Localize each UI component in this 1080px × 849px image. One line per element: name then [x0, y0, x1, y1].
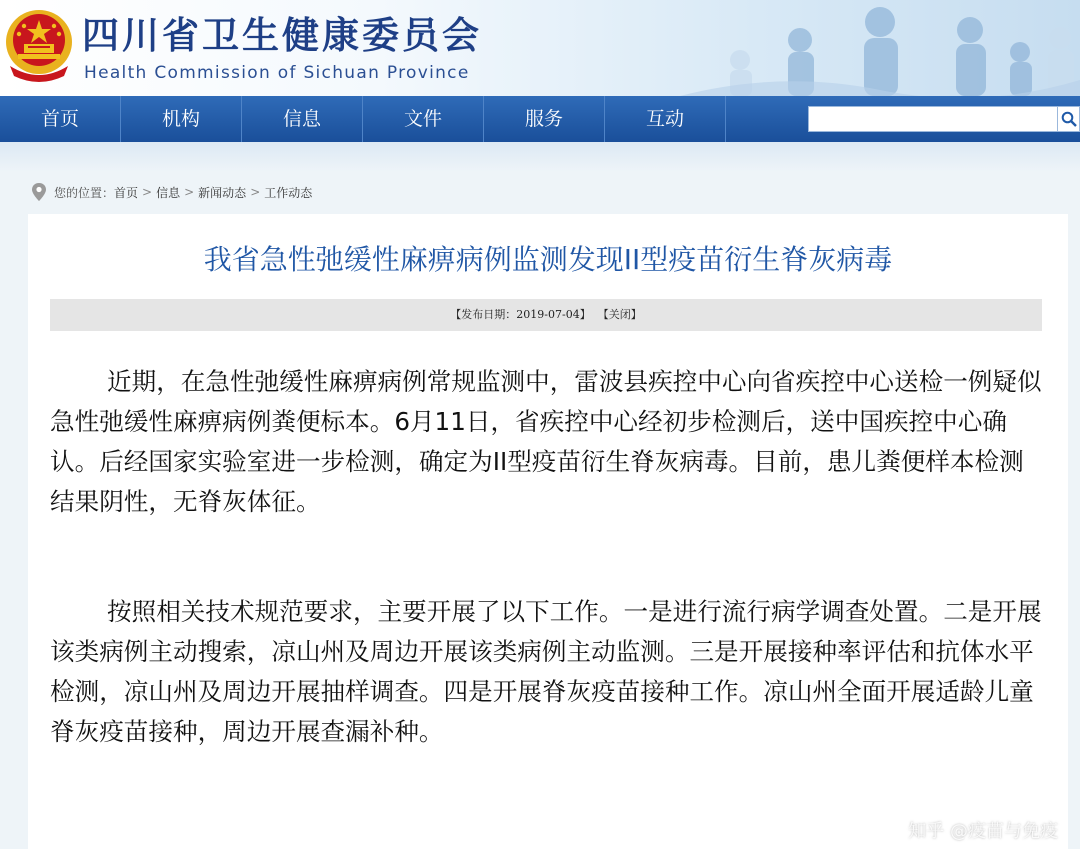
national-emblem-icon [2, 6, 76, 84]
publish-date-prefix: 【发布日期： [450, 308, 517, 321]
article-meta-bar [50, 299, 1042, 331]
breadcrumb-information[interactable]: 信息 [156, 185, 181, 200]
nav-item-documents[interactable]: 文件 [363, 96, 484, 142]
search-button[interactable] [1058, 106, 1080, 132]
breadcrumb [30, 180, 312, 204]
search-input[interactable] [808, 106, 1058, 132]
nav-item-home[interactable]: 首页 [0, 96, 121, 142]
breadcrumb-work-news[interactable]: 工作动态 [264, 185, 313, 200]
breadcrumb-separator: > [250, 185, 261, 199]
nav-item-information[interactable]: 信息 [242, 96, 363, 142]
publish-date: 2019-07-04 [516, 308, 580, 321]
site-subtitle: Health Commission of Sichuan Province [84, 63, 470, 83]
location-pin-icon [30, 182, 48, 202]
publish-date-suffix: 】 [579, 308, 591, 321]
paragraph-text: 按照相关技术规范要求，主要开展了以下工作。一是进行流行病学调查处置。二是开展该类病例主动搜索，凉山州及周边开展该类病例主动监测。三是开展接种率评估和抗体水平检测，凉山州及周边开展抽样调查。四是开展脊灰疫苗接种工作。凉山州全面开展适龄儿童脊灰疫苗接种，周边开展查漏补种。 [50, 597, 1042, 746]
nav-item-services[interactable]: 服务 [484, 96, 605, 142]
main-nav [0, 96, 1080, 142]
article-card [28, 214, 1068, 849]
nav-item-organization[interactable]: 机构 [121, 96, 242, 142]
close-link[interactable]: 【关闭】 [597, 308, 642, 321]
article-paragraph [50, 362, 1042, 522]
breadcrumb-separator: > [184, 185, 195, 199]
breadcrumb-home[interactable]: 首页 [114, 185, 139, 200]
breadcrumb-news[interactable]: 新闻动态 [198, 185, 247, 200]
article-paragraph [50, 592, 1042, 752]
search-icon [1061, 111, 1077, 127]
site-header [0, 0, 1080, 96]
breadcrumb-prefix: 您的位置： [54, 185, 115, 200]
article-title: 我省急性弛缓性麻痹病例监测发现II型疫苗衍生脊灰病毒 [203, 243, 893, 276]
watermark: 知乎 @疫苗与免疫 [908, 821, 1058, 842]
nav-shadow-band [0, 142, 1080, 172]
banner-family-image [680, 0, 1080, 96]
paragraph-text: 近期，在急性弛缓性麻痹病例常规监测中，雷波县疾控中心向省疾控中心送检一例疑似急性弛缓性麻痹病例粪便标本。6月11日，省疾控中心经初步检测后，送中国疾控中心确认。后经国家实验室进一步检测，确定为II型疫苗衍生脊灰病毒。目前，患儿粪便样本检测结果阴性，无脊灰体征。 [50, 367, 1042, 516]
breadcrumb-separator: > [142, 185, 153, 199]
site-title: 四川省卫生健康委员会 [82, 14, 482, 57]
nav-item-interaction[interactable]: 互动 [605, 96, 726, 142]
